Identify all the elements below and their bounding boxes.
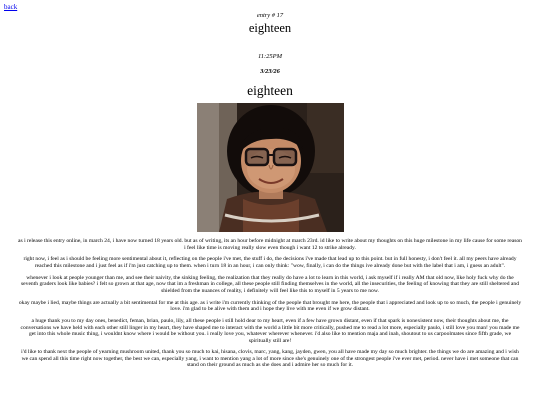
entry-date: 3/23/26 xyxy=(260,68,280,75)
entry-number: entry # 17 xyxy=(256,12,284,19)
paragraph: i'd like to thank next the people of yearning mushroom united, thank you so much to kai, hisana, clovis, marc, yang, kang, jayden, gwen, you all have made my day so much brighter. the things we do are amazing and i wish we can spend all this time right now together, the best we can, especially yang, i want to mention yang a lot of more since she's genuinely one of the strongest people i've ever met, period. never have i met someone that can stand on their ground as much as she does and i admire her so much for it. xyxy=(21,349,519,369)
entry-heading: eighteen xyxy=(247,83,293,98)
entry-time: 11:25PM xyxy=(257,53,283,60)
entry-body xyxy=(18,238,522,374)
selfie-image xyxy=(197,103,344,232)
back-link[interactable]: back xyxy=(4,3,18,11)
selfie-photo xyxy=(197,103,344,232)
paragraph: whenever i look at people younger than me, and see their naivity, the sinking feeling, the realization that they really do have a lot to learn in this world, i ask myself if i really AM that old now, like holy fuck why do the seventh graders look like babies? i felt so grown at that age, now that im a freshman in college, all these people still finding themselves in the world, all the insecurities, the feeling of knowing that they are still sheltered and shielded from the nuances of reality, i definitely will feel like this to myself in 5 years to me now. xyxy=(20,274,520,294)
paragraph: okay maybe i lied, maybe things are actually a bit sentimental for me at this age. as i write i'm currently thinking of the people that brought me here, the people that i appreciated and look up to so much, the people i genuinely love. i'm glad to be alive with them and i hope they live with me even if we grow distant. xyxy=(18,299,522,313)
paragraph: as i release this entry online, in march 24, i have now turned 18 years old. but as of writing, its an hour before midnight at march 23rd. id like to write about my thoughts on this huge milestone in my life cause for some reason i feel like time is moving really slow even though i want 12 to strike already. xyxy=(18,238,522,251)
paragraph: a huge thank you to my day ones, benedict, feman, brian, paulo, lily, all these people i still hold dear to my heart, even if a few have grown distant, even if that spark is nonexistent now, their thoughts about me, the conversations we have held with each other still linger in my heart, they have shaped me to interact with the world a little bit more critically, pushed me to read a lot more, especially paulo, i still love you man! you made me get into this whole music thing, i wouldnt know where i would be without you. i really love you, whatever wherever whenever. i'd also like to mention maja and inah, shoutout to us carpoolmates since fifth grade, we spiritually still are! xyxy=(20,318,520,344)
paragraph: right now, i feel as i should be feeling more sentimental about it, reflecting on the people i've met, the stuff i do, the decisions i've made that lead up to this point. but in full honesty, i don't feel it. all my peers have already reached this milestone and i just feel as if i'm just catching up to them. when i turn 18 in an hour, i can only think: "wow, finally, i can do the things ive already done but with the label that i am, i guess an adult". xyxy=(23,256,517,269)
page-title: eighteen xyxy=(248,21,292,35)
